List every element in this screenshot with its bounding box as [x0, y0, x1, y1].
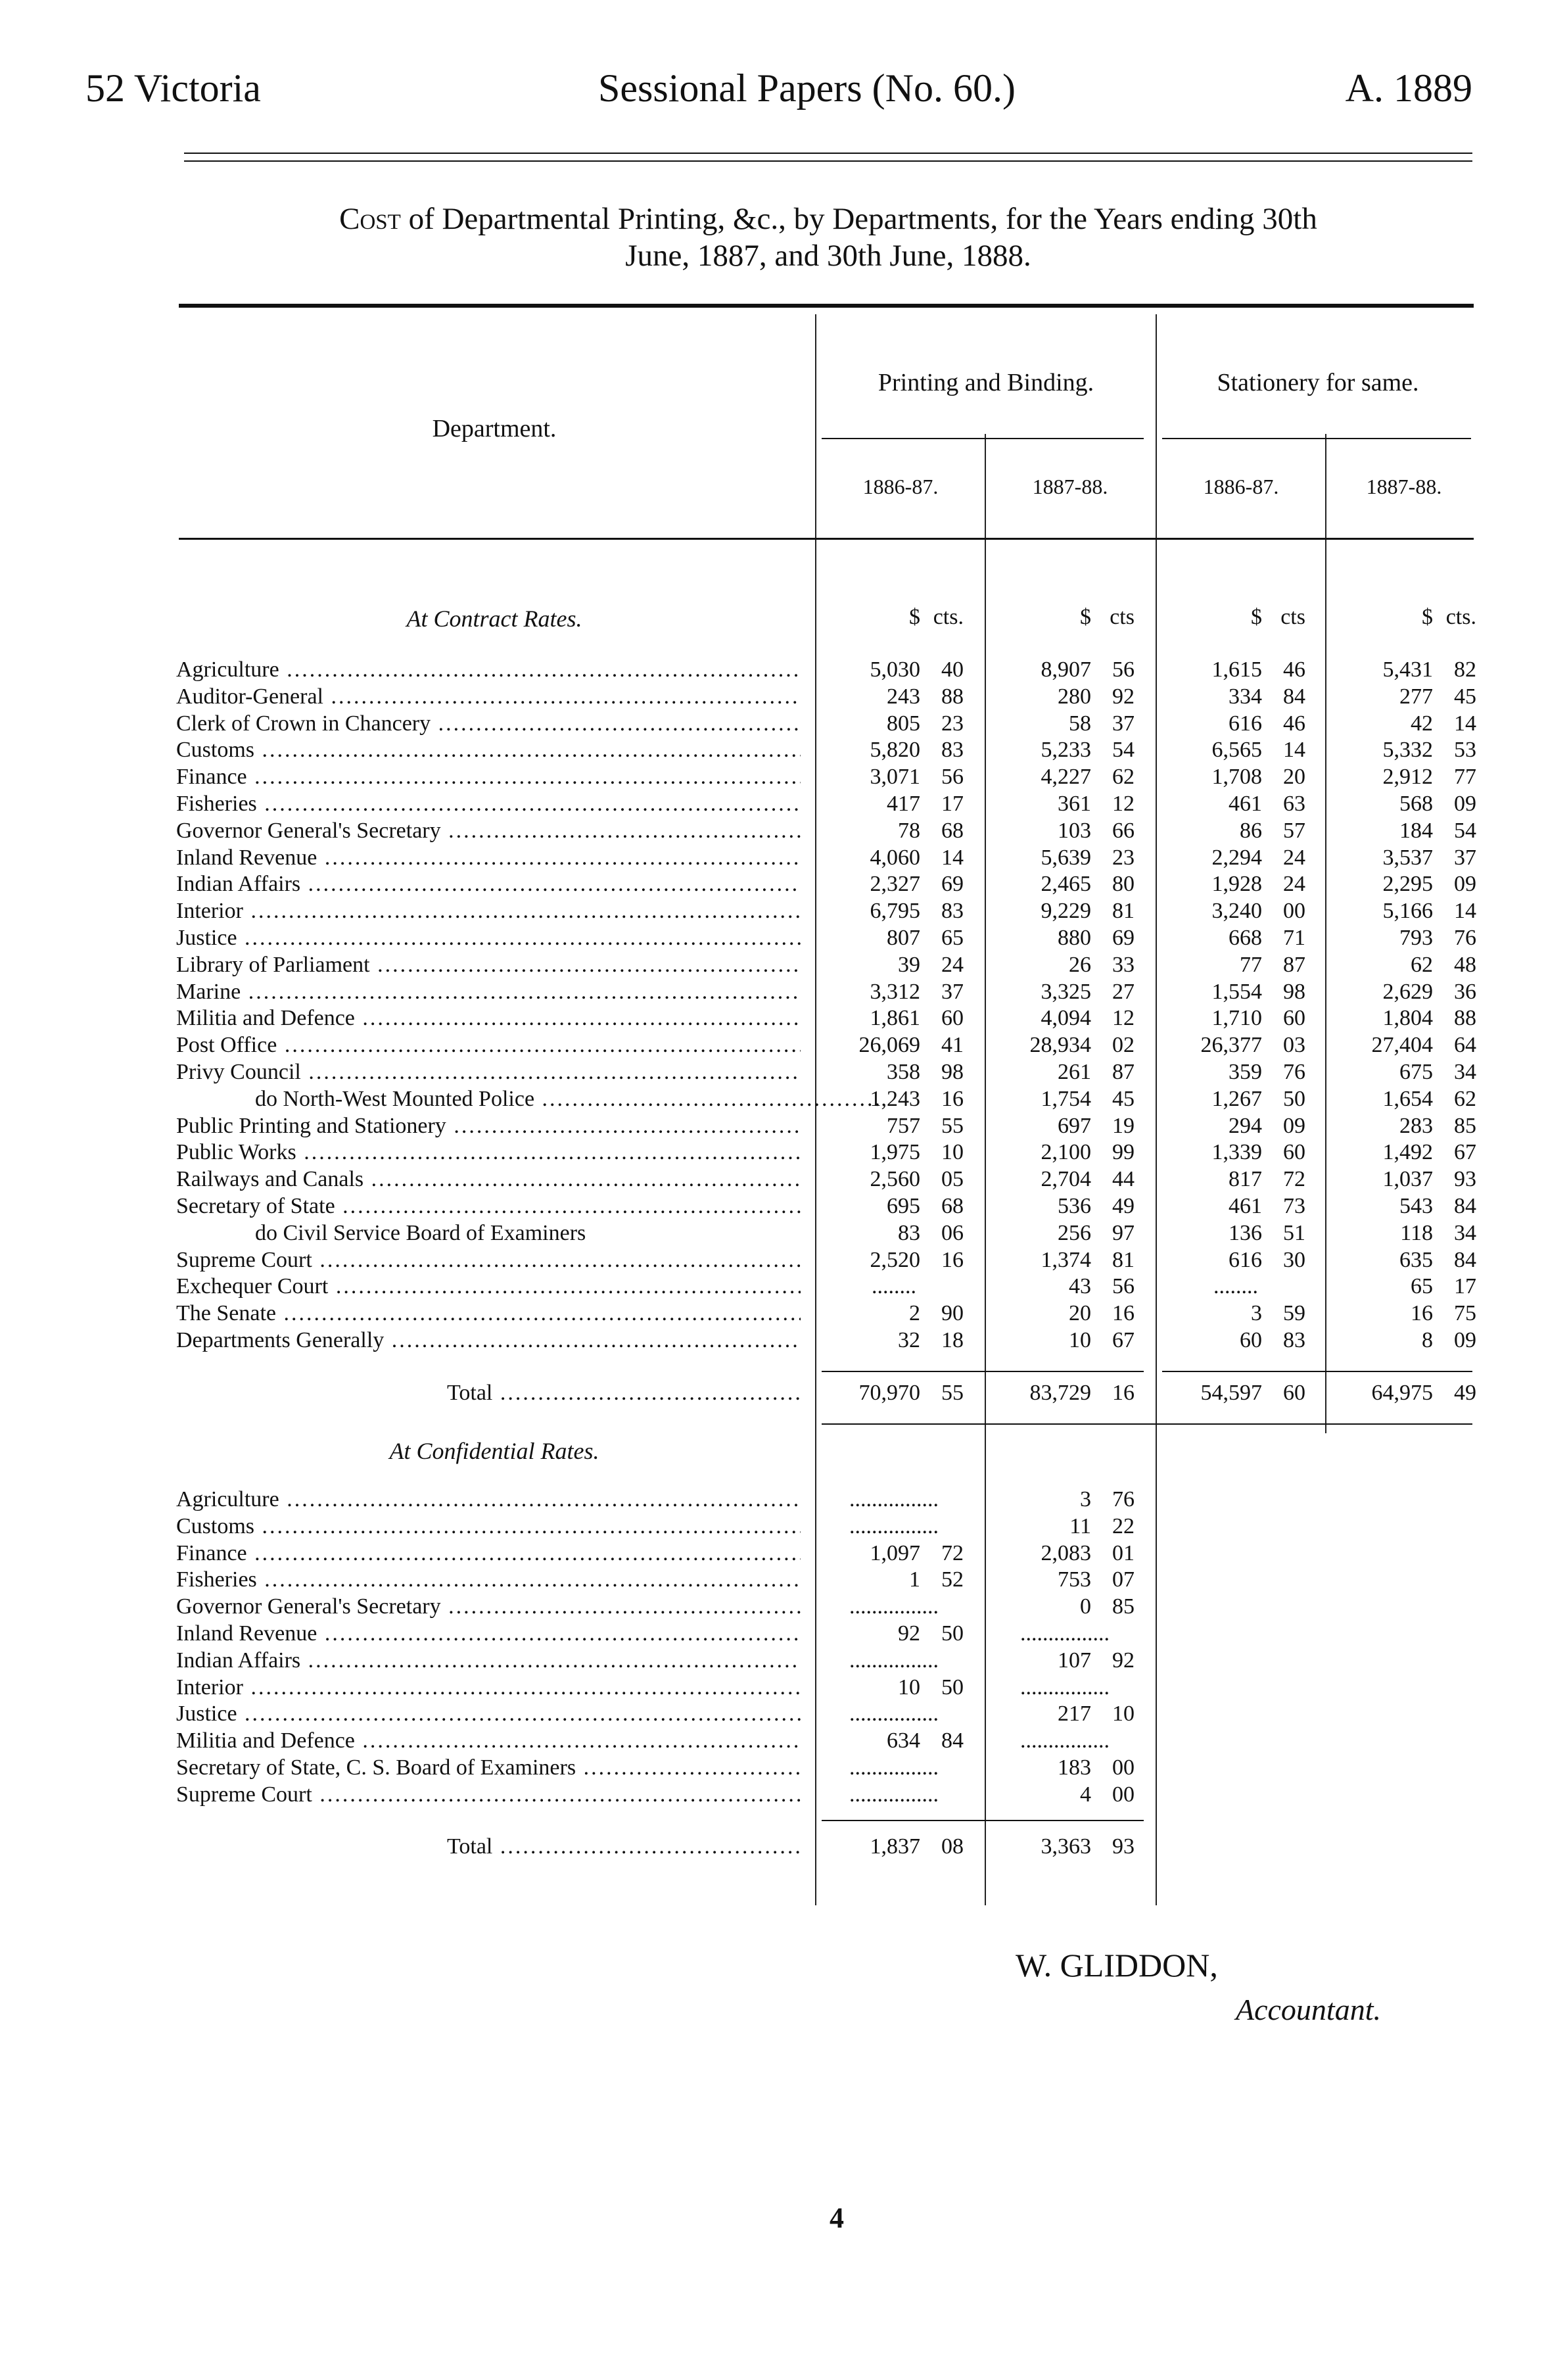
- value-cell: 26,069 41: [858, 1033, 964, 1058]
- section-contract-heading: At Contract Rates.: [406, 606, 582, 632]
- value-cell: 361 12: [1058, 792, 1135, 816]
- value-cell: ................: [849, 1782, 939, 1807]
- table-row: [0, 1541, 1546, 1568]
- value-cell: 294 09: [1229, 1113, 1305, 1138]
- value-cell: 1,654 62: [1382, 1086, 1476, 1111]
- table-row: [0, 1328, 1546, 1355]
- value-cell: 6,795 83: [870, 899, 964, 924]
- units-row: [0, 605, 1546, 632]
- value-cell: ................: [849, 1702, 939, 1726]
- value-cell: 5,431 82: [1382, 657, 1476, 682]
- value-cell: 54,597 60: [1200, 1381, 1305, 1405]
- table-row: [0, 1702, 1546, 1728]
- row-label: Finance .....: [176, 765, 801, 790]
- value-cell: 83 06: [898, 1220, 964, 1245]
- value-cell: 1,374 81: [1041, 1247, 1135, 1272]
- value-cell: 277 45: [1399, 684, 1476, 709]
- value-cell: 3 76: [1080, 1487, 1135, 1511]
- value-cell: 5,030 40: [870, 657, 964, 682]
- table-row: [0, 1221, 1546, 1248]
- value-cell: 334 84: [1229, 684, 1305, 709]
- table-row: [0, 1648, 1546, 1675]
- row-label: Railways and Canals .....: [176, 1167, 801, 1192]
- value-cell: 70,970 55: [858, 1381, 964, 1405]
- table-row: [0, 792, 1546, 819]
- value-cell: 11 22: [1069, 1513, 1135, 1538]
- value-cell: 16 75: [1411, 1301, 1476, 1326]
- value-cell: 1,037 93: [1382, 1167, 1476, 1192]
- value-cell: ................: [849, 1594, 939, 1619]
- value-cell: 1,097 72: [870, 1540, 964, 1565]
- value-cell: 3,312 37: [870, 979, 964, 1004]
- table-row: [0, 1675, 1546, 1702]
- contract-total-rule-stationery: [1162, 1371, 1472, 1372]
- value-cell: 5,332 53: [1382, 738, 1476, 763]
- value-cell: 78 68: [898, 818, 964, 843]
- value-cell: 359 76: [1229, 1060, 1305, 1084]
- value-cell: 1,554 98: [1211, 979, 1305, 1004]
- table-row: [0, 845, 1546, 872]
- header-rule-top: [184, 153, 1472, 154]
- table-row: [0, 657, 1546, 684]
- value-cell: 5,639 23: [1041, 845, 1135, 870]
- value-cell: 283 85: [1399, 1113, 1476, 1138]
- value-cell: 2,327 69: [870, 872, 964, 897]
- table-row: [0, 1487, 1546, 1514]
- confidential-total-row: [0, 1834, 1546, 1861]
- value-cell: 695 68: [887, 1194, 964, 1218]
- row-label: Library of Parliament .....: [176, 953, 801, 978]
- col-year-2: 1887-88.: [1032, 475, 1108, 498]
- value-cell: 2,704 44: [1041, 1167, 1135, 1192]
- value-cell: 616 46: [1229, 711, 1305, 736]
- value-cell: 86 57: [1240, 818, 1305, 843]
- table-title: [191, 201, 1466, 274]
- value-cell: 5,233 54: [1041, 738, 1135, 763]
- value-cell: 2,629 36: [1382, 979, 1476, 1004]
- row-label: Secretary of State, C. S. Board of Examiners .....: [176, 1755, 801, 1780]
- table-row: [0, 1033, 1546, 1060]
- value-cell: 3 59: [1251, 1301, 1305, 1326]
- value-cell: 805 23: [887, 711, 964, 736]
- section-confidential-heading: At Confidential Rates.: [389, 1438, 599, 1464]
- table-row: [0, 1274, 1546, 1301]
- units-c4: $ cts.: [1422, 605, 1476, 629]
- value-cell: 64,975 49: [1371, 1381, 1476, 1405]
- value-cell: ................: [1020, 1621, 1110, 1646]
- row-label: Fisheries .....: [176, 1567, 801, 1592]
- contract-total-row: [0, 1381, 1546, 1408]
- row-label: Interior .....: [176, 899, 801, 924]
- header-series: Sessional Papers (No. 60.): [598, 66, 1016, 110]
- value-cell: 217 10: [1058, 1702, 1135, 1726]
- value-cell: 9,229 81: [1041, 899, 1135, 924]
- value-cell: 3,071 56: [870, 765, 964, 790]
- value-cell: 243 88: [887, 684, 964, 709]
- value-cell: 1,492 67: [1382, 1140, 1476, 1165]
- header-session: 52 Victoria: [85, 66, 261, 110]
- table-top-rule: [179, 304, 1474, 308]
- value-cell: 1,975 10: [870, 1140, 964, 1165]
- row-label: Governor General's Secretary .....: [176, 819, 801, 844]
- value-cell: 880 69: [1058, 926, 1135, 950]
- value-cell: 3,240 00: [1211, 899, 1305, 924]
- table-row: [0, 1301, 1546, 1328]
- row-label: Secretary of State .....: [176, 1194, 801, 1219]
- value-cell: 1,754 45: [1041, 1086, 1135, 1111]
- value-cell: 2 90: [909, 1301, 964, 1326]
- row-label: Total .....: [447, 1381, 802, 1406]
- value-cell: 757 55: [887, 1113, 964, 1138]
- row-label: Governor General's Secretary .....: [176, 1594, 801, 1619]
- row-label: Justice .....: [176, 926, 801, 951]
- printing-subrule: [822, 438, 1144, 439]
- value-cell: 2,294 24: [1211, 845, 1305, 870]
- row-label: Agriculture .....: [176, 657, 801, 682]
- value-cell: 2,560 05: [870, 1167, 964, 1192]
- row-label: Militia and Defence .....: [176, 1728, 801, 1753]
- value-cell: 616 30: [1229, 1247, 1305, 1272]
- value-cell: 6,565 14: [1211, 738, 1305, 763]
- row-label: do North-West Mounted Police .....: [176, 1087, 879, 1112]
- page-header: [85, 66, 1472, 118]
- signature-role: Accountant.: [1236, 1993, 1381, 2026]
- value-cell: 2,912 77: [1382, 765, 1476, 790]
- table-row: [0, 980, 1546, 1007]
- value-cell: 20 16: [1069, 1301, 1135, 1326]
- value-cell: 1,243 16: [870, 1086, 964, 1111]
- value-cell: 58 37: [1069, 711, 1135, 736]
- value-cell: 60 83: [1240, 1328, 1305, 1352]
- value-cell: 62 48: [1411, 952, 1476, 977]
- row-label: Public Printing and Stationery .....: [176, 1114, 801, 1139]
- value-cell: 77 87: [1240, 952, 1305, 977]
- value-cell: 668 71: [1229, 926, 1305, 950]
- value-cell: 2,295 09: [1382, 872, 1476, 897]
- value-cell: 256 97: [1058, 1220, 1135, 1245]
- row-label: Post Office .....: [176, 1033, 801, 1058]
- page-number: 4: [830, 2202, 844, 2234]
- table-row: [0, 1728, 1546, 1755]
- value-cell: 4 00: [1080, 1782, 1135, 1807]
- value-cell: 536 49: [1058, 1194, 1135, 1218]
- row-label: Total .....: [447, 1834, 802, 1859]
- value-cell: 753 07: [1058, 1567, 1135, 1592]
- value-cell: 83,729 16: [1029, 1381, 1135, 1405]
- value-cell: ................: [1020, 1728, 1110, 1753]
- value-cell: 42 14: [1411, 711, 1476, 736]
- contract-total-rule-printing: [822, 1371, 1144, 1372]
- table-row: [0, 1087, 1546, 1114]
- row-label: Militia and Defence .....: [176, 1006, 801, 1031]
- value-cell: 103 66: [1058, 818, 1135, 843]
- value-cell: 1,708 20: [1211, 765, 1305, 790]
- value-cell: 1,339 60: [1211, 1140, 1305, 1165]
- value-cell: 417 17: [887, 792, 964, 816]
- value-cell: ................: [1020, 1675, 1110, 1700]
- value-cell: ................: [849, 1648, 939, 1673]
- value-cell: 43 56: [1069, 1274, 1135, 1299]
- title-line1: of Departmental Printing, &c., by Departments, for the Years ending 30th: [408, 202, 1317, 236]
- table-row: [0, 1006, 1546, 1033]
- table-row: [0, 1194, 1546, 1221]
- table-row: [0, 1514, 1546, 1541]
- table-row: [0, 926, 1546, 953]
- value-cell: 543 84: [1399, 1194, 1476, 1218]
- value-cell: 568 09: [1399, 792, 1476, 816]
- value-cell: 697 19: [1058, 1113, 1135, 1138]
- table-row: [0, 1594, 1546, 1621]
- row-label: Interior .....: [176, 1675, 801, 1700]
- title-lead: Cost: [339, 202, 401, 236]
- value-cell: 1,710 60: [1211, 1006, 1305, 1031]
- col-department: Department.: [432, 415, 557, 442]
- value-cell: 1,837 08: [870, 1834, 964, 1859]
- units-c1: $ cts.: [909, 605, 964, 629]
- table-row: [0, 765, 1546, 792]
- header-rule-bottom: [184, 160, 1472, 162]
- table-row: [0, 1248, 1546, 1275]
- value-cell: 675 34: [1399, 1060, 1476, 1084]
- row-label: Supreme Court .....: [176, 1248, 801, 1273]
- value-cell: 1,615 46: [1211, 657, 1305, 682]
- value-cell: 3,537 37: [1382, 845, 1476, 870]
- value-cell: 2,083 01: [1041, 1540, 1135, 1565]
- row-label: Exchequer Court .....: [176, 1274, 801, 1299]
- table-row: [0, 819, 1546, 845]
- title-line2: June, 1887, and 30th June, 1888.: [625, 239, 1031, 273]
- row-label: Fisheries .....: [176, 792, 801, 817]
- value-cell: 1,804 88: [1382, 1006, 1476, 1031]
- table-row: [0, 1167, 1546, 1194]
- row-label: Inland Revenue .....: [176, 845, 801, 870]
- value-cell: 793 76: [1399, 926, 1476, 950]
- value-cell: 10 50: [898, 1675, 964, 1700]
- value-cell: 1,267 50: [1211, 1086, 1305, 1111]
- table-row: [0, 1114, 1546, 1141]
- value-cell: 635 84: [1399, 1247, 1476, 1272]
- value-cell: 358 98: [887, 1060, 964, 1084]
- value-cell: 39 24: [898, 952, 964, 977]
- value-cell: 8 09: [1422, 1328, 1476, 1352]
- row-label: do Civil Service Board of Examiners: [255, 1220, 586, 1245]
- row-label: Indian Affairs .....: [176, 872, 801, 897]
- row-label: Auditor-General .....: [176, 684, 801, 709]
- row-label: Clerk of Crown in Chancery .....: [176, 711, 801, 736]
- row-label: The Senate .....: [176, 1301, 801, 1326]
- value-cell: 184 54: [1399, 818, 1476, 843]
- row-label: Departments Generally .....: [176, 1328, 801, 1353]
- value-cell: 2,100 99: [1041, 1140, 1135, 1165]
- value-cell: 107 92: [1058, 1648, 1135, 1673]
- value-cell: 1 52: [909, 1567, 964, 1592]
- row-label: Marine .....: [176, 980, 801, 1005]
- row-label: Privy Council .....: [176, 1060, 801, 1085]
- units-c3: $ cts: [1251, 605, 1305, 629]
- row-label: Supreme Court .....: [176, 1782, 801, 1807]
- value-cell: 28,934 02: [1029, 1033, 1135, 1058]
- value-cell: 3,325 27: [1041, 979, 1135, 1004]
- value-cell: 461 73: [1229, 1194, 1305, 1218]
- value-cell: 2,520 16: [870, 1247, 964, 1272]
- table-row: [0, 953, 1546, 980]
- value-cell: ................: [849, 1755, 939, 1780]
- value-cell: 280 92: [1058, 684, 1135, 709]
- col-year-4: 1887-88.: [1366, 475, 1442, 498]
- value-cell: 10 67: [1069, 1328, 1135, 1352]
- value-cell: 8,907 56: [1041, 657, 1135, 682]
- col-stationery: Stationery for same.: [1217, 369, 1419, 396]
- stationery-subrule: [1162, 438, 1471, 439]
- value-cell: ........: [1213, 1274, 1258, 1299]
- units-c2: $ cts: [1080, 605, 1135, 629]
- value-cell: 32 18: [898, 1328, 964, 1352]
- value-cell: 634 84: [887, 1728, 964, 1753]
- header-bottom-rule: [179, 538, 1474, 540]
- value-cell: ................: [849, 1513, 939, 1538]
- value-cell: ........: [872, 1274, 916, 1299]
- value-cell: 807 65: [887, 926, 964, 950]
- signature-name: W. GLIDDON,: [1016, 1947, 1218, 1984]
- value-cell: 0 85: [1080, 1594, 1135, 1619]
- row-label: Indian Affairs .....: [176, 1648, 801, 1673]
- header-year: A. 1889: [1345, 66, 1472, 110]
- value-cell: 261 87: [1058, 1060, 1135, 1084]
- row-label: Agriculture .....: [176, 1487, 801, 1512]
- value-cell: 65 17: [1411, 1274, 1476, 1299]
- value-cell: 4,060 14: [870, 845, 964, 870]
- table-row: [0, 684, 1546, 711]
- value-cell: 1,861 60: [870, 1006, 964, 1031]
- value-cell: 4,094 12: [1041, 1006, 1135, 1031]
- value-cell: 183 00: [1058, 1755, 1135, 1780]
- col-printing-binding: Printing and Binding.: [878, 369, 1094, 396]
- value-cell: 5,166 14: [1382, 899, 1476, 924]
- row-label: Public Works .....: [176, 1140, 801, 1165]
- value-cell: 136 51: [1229, 1220, 1305, 1245]
- table-row: [0, 738, 1546, 765]
- value-cell: 5,820 83: [870, 738, 964, 763]
- value-cell: 1,928 24: [1211, 872, 1305, 897]
- row-label: Finance .....: [176, 1541, 801, 1566]
- col-year-3: 1886-87.: [1203, 475, 1279, 498]
- row-label: Inland Revenue .....: [176, 1621, 801, 1646]
- value-cell: 92 50: [898, 1621, 964, 1646]
- table-row: [0, 872, 1546, 899]
- value-cell: ................: [849, 1487, 939, 1511]
- table-row: [0, 1060, 1546, 1087]
- value-cell: 26 33: [1069, 952, 1135, 977]
- table-row: [0, 1755, 1546, 1782]
- value-cell: 2,465 80: [1041, 872, 1135, 897]
- value-cell: 4,227 62: [1041, 765, 1135, 790]
- value-cell: 3,363 93: [1041, 1834, 1135, 1859]
- row-label: Customs .....: [176, 738, 801, 763]
- table-row: [0, 1782, 1546, 1809]
- contract-total-underline: [822, 1423, 1472, 1425]
- col-year-1: 1886-87.: [862, 475, 939, 498]
- value-cell: 27,404 64: [1371, 1033, 1476, 1058]
- table-row: [0, 1567, 1546, 1594]
- table-row: [0, 899, 1546, 926]
- value-cell: 817 72: [1229, 1167, 1305, 1192]
- value-cell: 461 63: [1229, 792, 1305, 816]
- table-row: [0, 711, 1546, 738]
- row-label: Customs .....: [176, 1514, 801, 1539]
- confidential-total-rule: [822, 1820, 1144, 1821]
- table-row: [0, 1621, 1546, 1648]
- value-cell: 26,377 03: [1200, 1033, 1305, 1058]
- value-cell: 118 34: [1400, 1220, 1476, 1245]
- table-row: [0, 1140, 1546, 1167]
- row-label: Justice .....: [176, 1702, 801, 1726]
